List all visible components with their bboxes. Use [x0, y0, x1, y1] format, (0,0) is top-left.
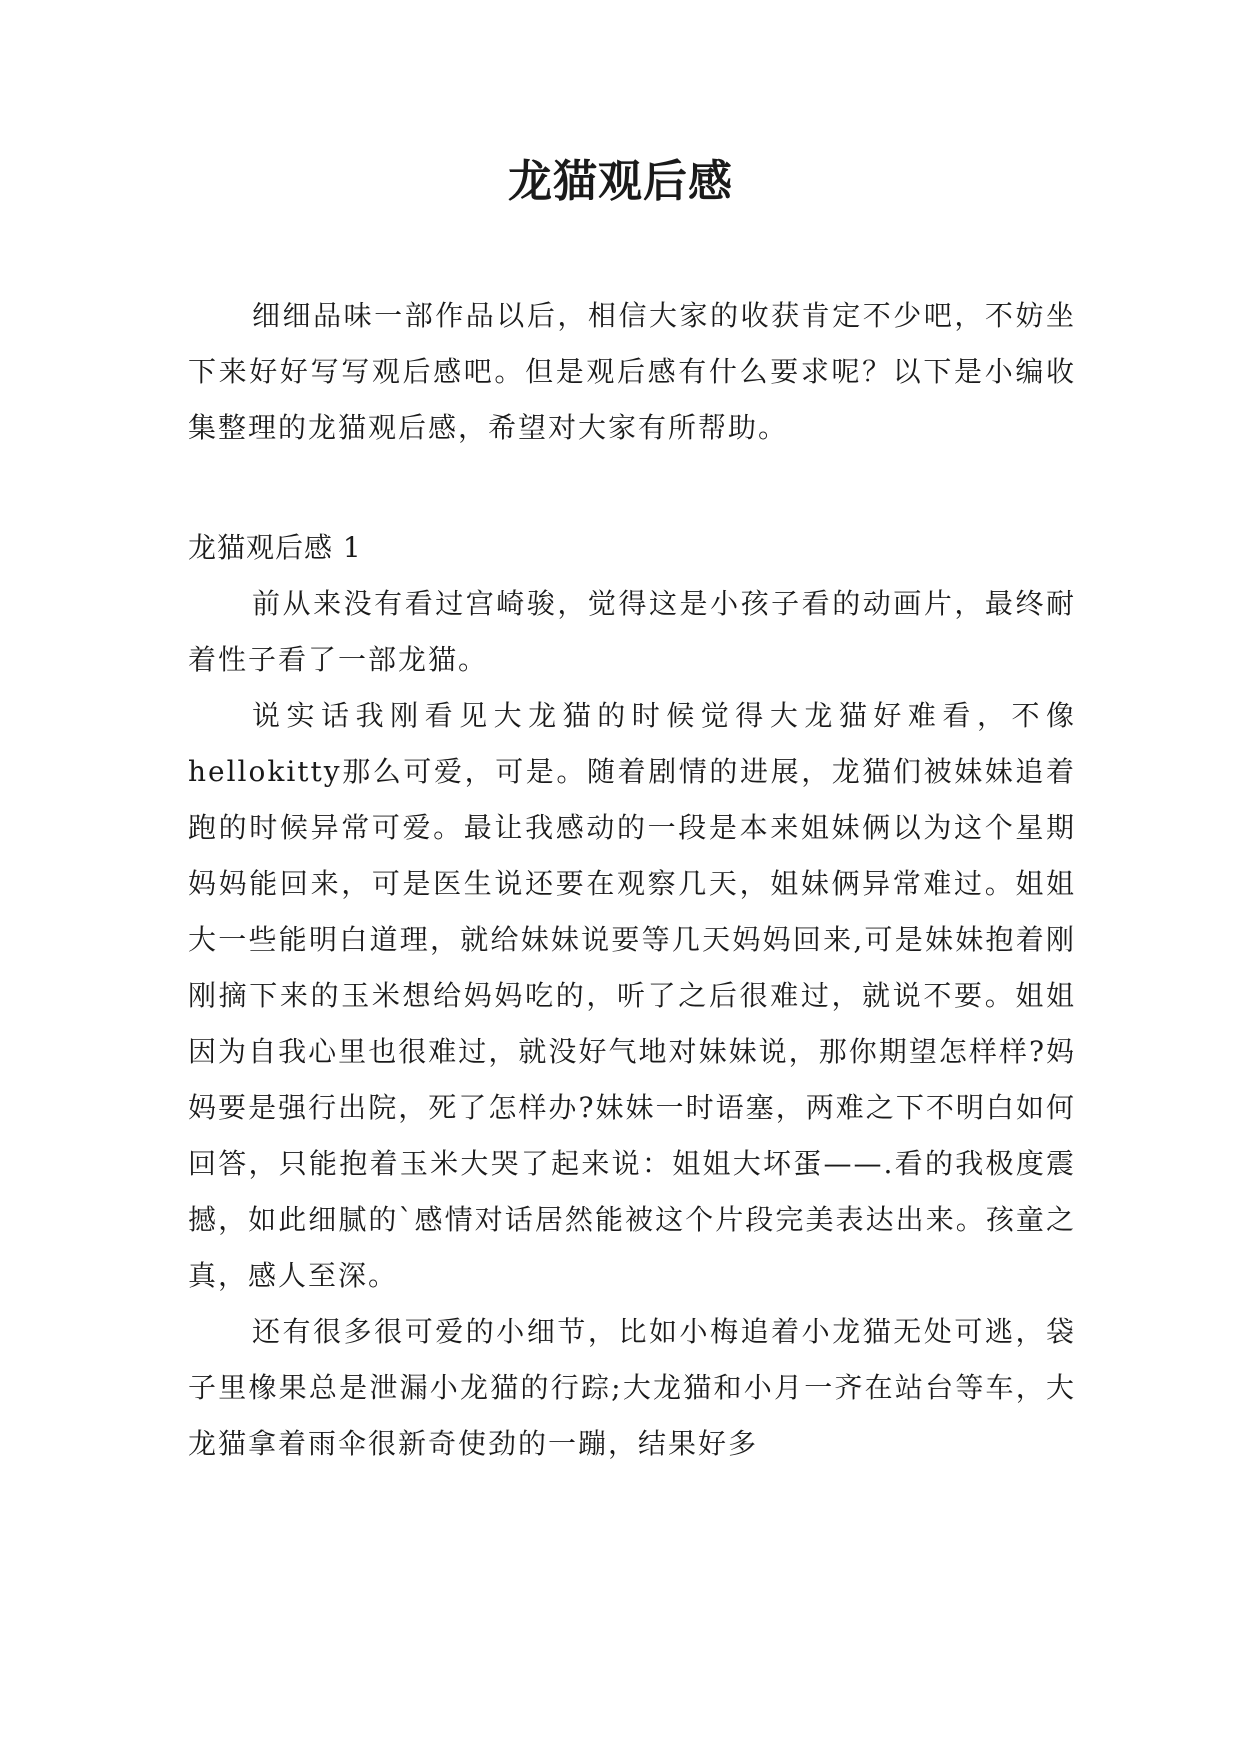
intro-paragraph: 细细品味一部作品以后，相信大家的收获肯定不少吧，不妨坐下来好好写写观后感吧。但是观后感有什么要求呢？以下是小编收集整理的龙猫观后感，希望对大家有所帮助。	[188, 299, 1076, 444]
body-paragraph-3: 还有很多很可爱的小细节，比如小梅追着小龙猫无处可逃，袋子里橡果总是泄漏小龙猫的行踪;大龙猫和小月一齐在站台等车，大龙猫拿着雨伞很新奇使劲的一蹦，结果好多	[188, 1315, 1076, 1460]
body-paragraph-1: 前从来没有看过宫崎骏，觉得这是小孩子看的动画片，最终耐着性子看了一部龙猫。	[188, 587, 1076, 676]
body-paragraph-2: 说实话我刚看见大龙猫的时候觉得大龙猫好难看，不像hellokitty那么可爱，可是。随着剧情的进展，龙猫们被妹妹追着跑的时候异常可爱。最让我感动的一段是本来姐妹俩以为这个星期妈妈能回来，可是医生说还要在观察几天，姐妹俩异常难过。姐姐大一些能明白道理，就给妹妹说要等几天妈妈回来,可是妹妹抱着刚刚摘下来的玉米想给妈妈吃的，听了之后很难过，就说不要。姐姐因为自我心里也很难过，就没好气地对妹妹说，那你期望怎样样?妈妈要是强行出院，死了怎样办?妹妹一时语塞，两难之下不明白如何回答，只能抱着玉米大哭了起来说：姐姐大坏蛋——.看的我极度震撼，如此细腻的`感情对话居然能被这个片段完美表达出来。孩童之真，感人至深。	[188, 699, 1076, 1292]
document-title: 龙猫观后感	[508, 156, 733, 207]
section-block	[188, 520, 1076, 1472]
section-heading: 龙猫观后感 1	[188, 531, 362, 564]
intro-block	[188, 288, 1076, 456]
